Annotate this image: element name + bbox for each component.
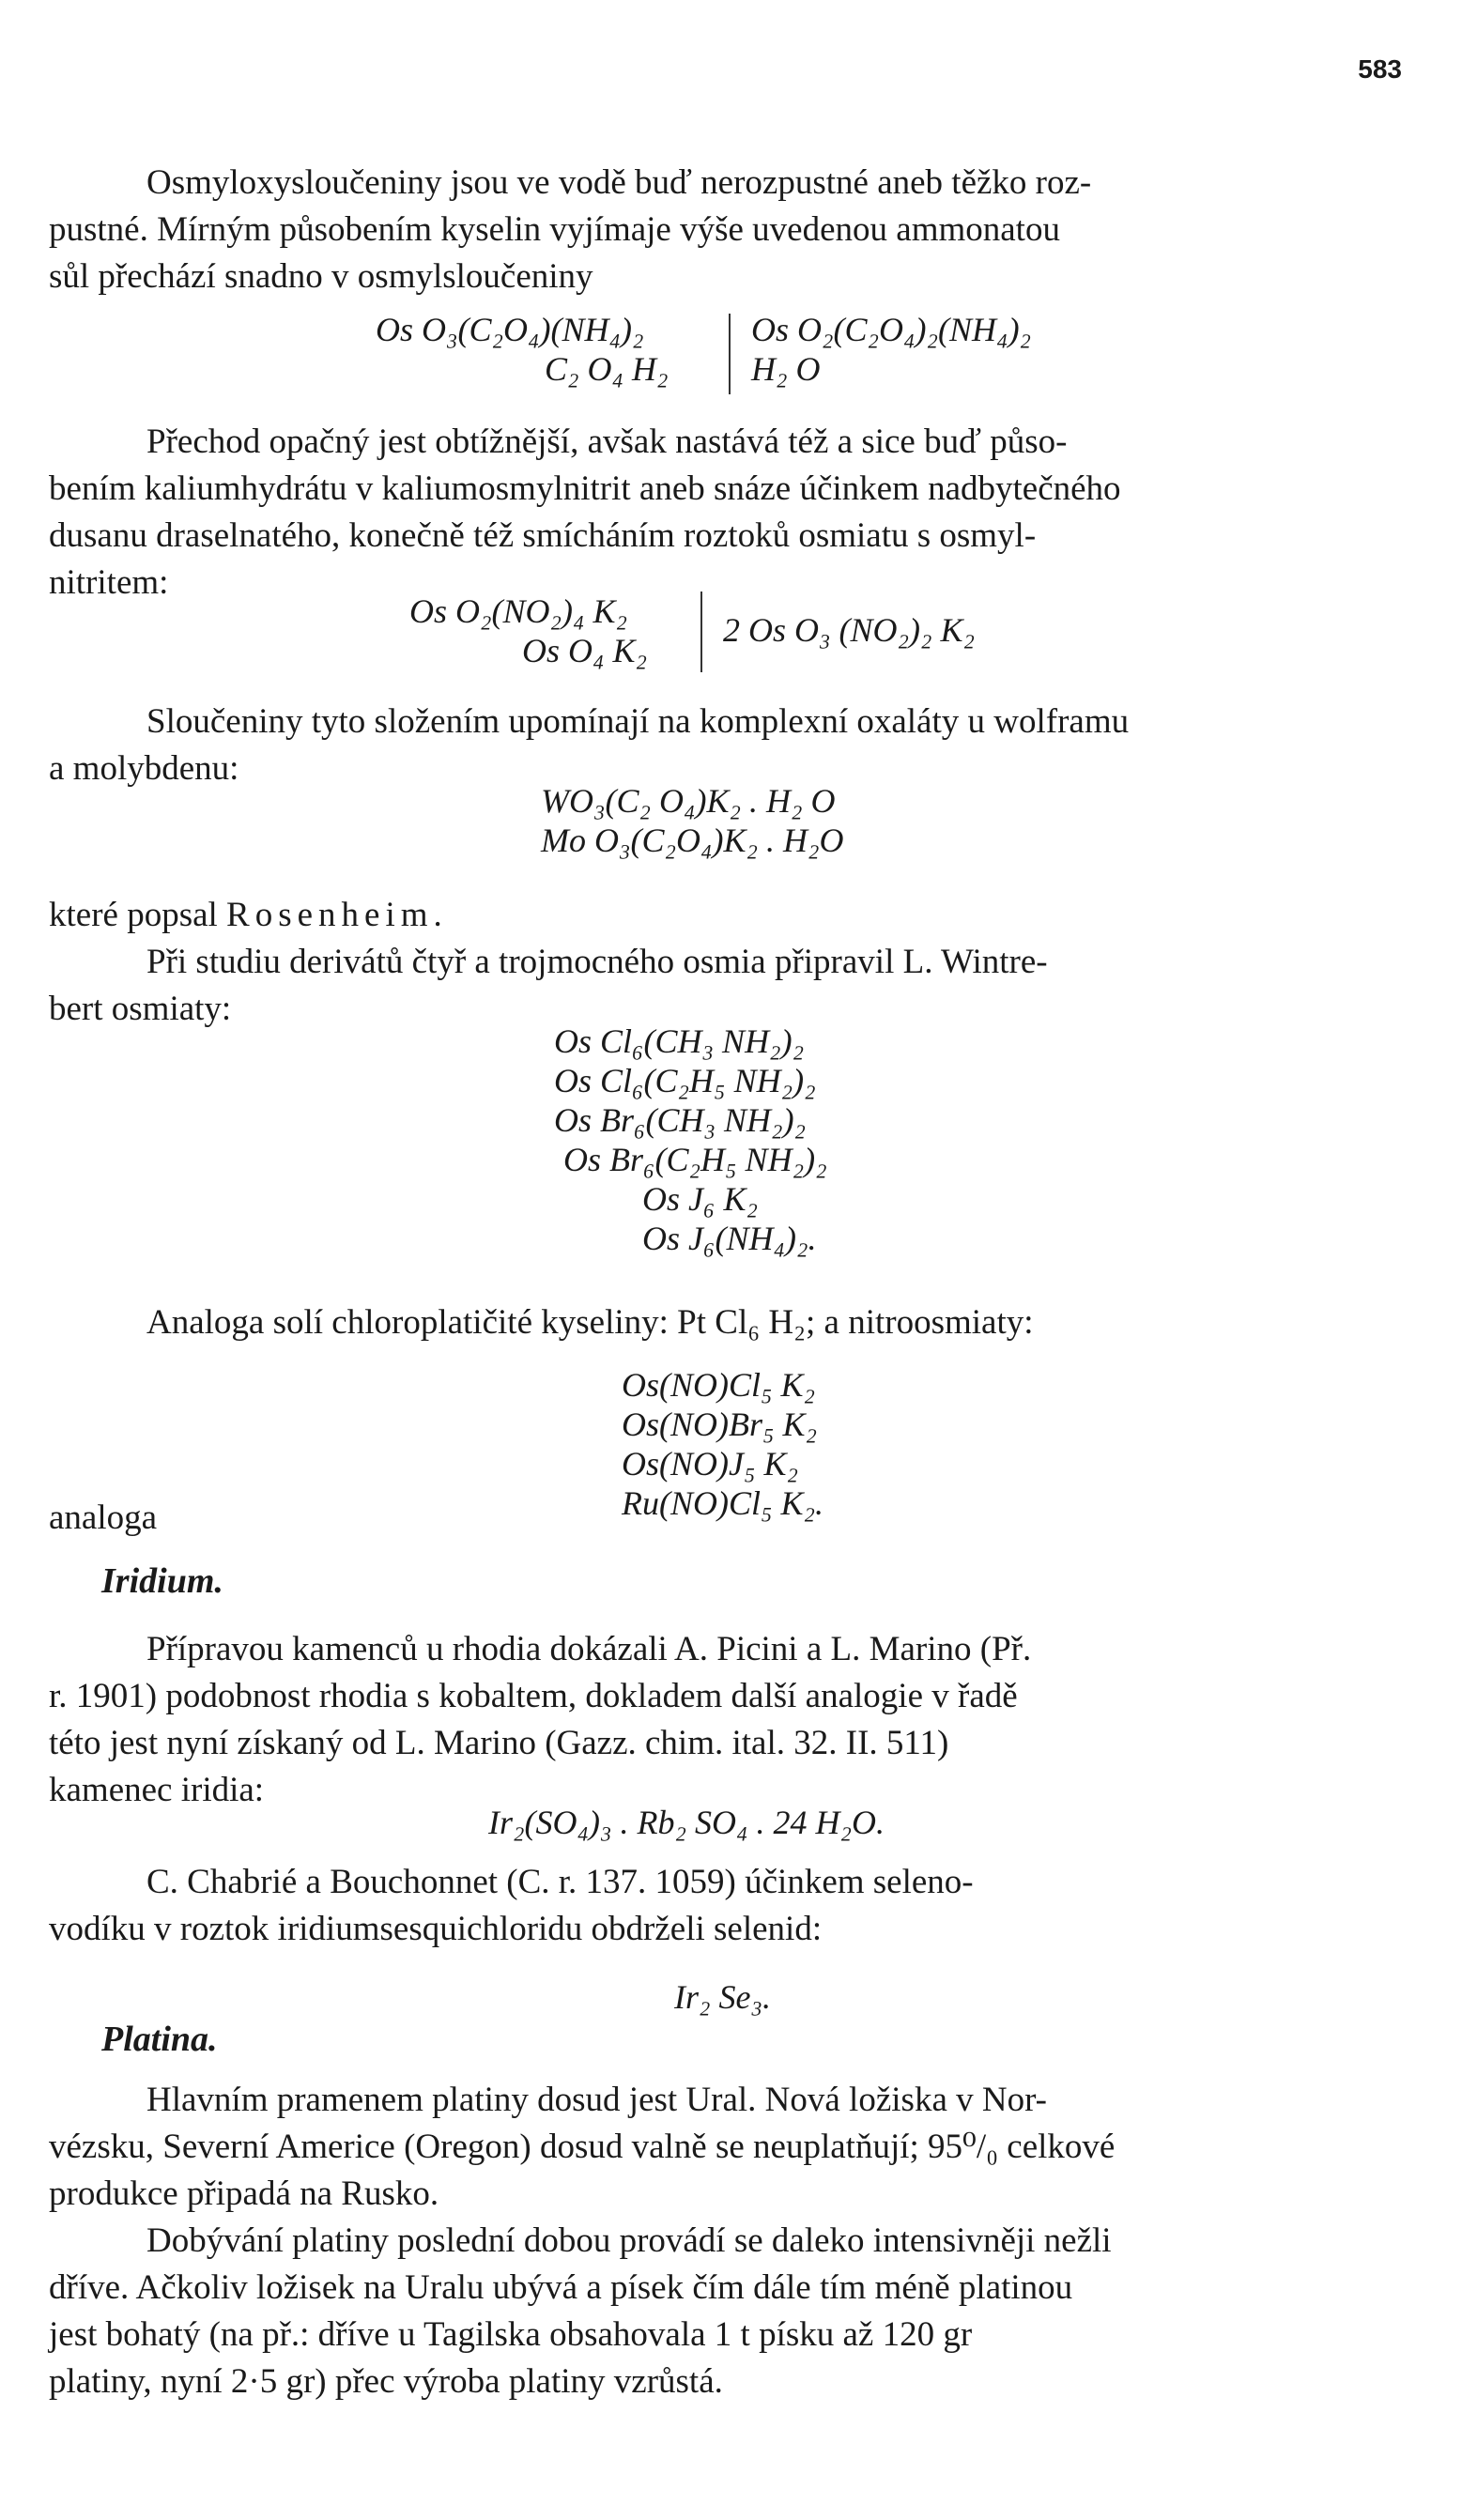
text-line: této jest nyní získaný od L. Marino (Gazz. chim. ital. 32. II. 511) <box>49 1724 949 1762</box>
text-line: vézsku, Severní Americe (Oregon) dosud valně se neuplatňují; 95⁰/₀ celkové <box>49 2128 1116 2166</box>
paragraph-dobyvani <box>49 2218 1410 2405</box>
formula-line: Ir₂(SO₄)₃ . Rb₂ SO₄ . 24 H₂O. <box>488 1804 885 1841</box>
formula-line: WO₃(C₂ O₄)K₂ . H₂ O <box>541 782 836 820</box>
paragraph-slouceniny <box>49 699 1410 792</box>
text-fragment: . <box>433 896 442 934</box>
formula-line: Os Cl₆(C₂H₅ NH₂)₂ <box>554 1062 816 1099</box>
heading-iridium: Iridium. <box>101 1561 223 1601</box>
text-line: dusanu draselnatého, konečně též smícháním roztoků osmiatu s osmyl- <box>49 516 1037 555</box>
formula-line: H₂ O <box>751 350 821 388</box>
text-line: produkce připadá na Rusko. <box>49 2174 439 2213</box>
formula-osmyl-oxalate-right <box>751 310 1031 389</box>
text-line: Dobývání platiny poslední dobou provádí se daleko intensivněji nežli <box>146 2221 1112 2260</box>
text-line: vodíku v roztok iridiumsesquichloridu obdrželi selenid: <box>49 1910 823 1948</box>
text-line: Analoga solí chloroplatičité kyseliny: Pt Cl₆ H₂; a nitroosmiaty: <box>146 1303 1034 1342</box>
text-line: Přípravou kamenců u rhodia dokázali A. Picini a L. Marino (Př. <box>146 1630 1032 1668</box>
text-line: C. Chabrié a Bouchonnet (C. r. 137. 1059) účinkem seleno- <box>146 1863 974 1901</box>
formula-line: Os O₂(C₂O₄)₂(NH₄)₂ <box>751 311 1032 348</box>
formula-line: Os(NO)J₅ K₂ <box>622 1445 799 1483</box>
formula-line: Os J₆(NH₄)₂. <box>642 1220 817 1257</box>
analoga-label <box>49 1495 331 1542</box>
paragraph-ural <box>49 2077 1410 2218</box>
formula-line: Os Br₆(CH₃ NH₂)₂ <box>554 1101 807 1139</box>
formula-line: Os(NO)Cl₅ K₂ <box>622 1366 816 1404</box>
text-line: pustné. Mírným působením kyselin vyjímaje výše uvedenou ammonatou <box>49 210 1060 249</box>
text-line: kamenec iridia: <box>49 1771 265 1809</box>
author-name: Rosenheim <box>226 896 434 934</box>
formula-line: Os Cl₆(CH₃ NH₂)₂ <box>554 1022 805 1060</box>
formula-line: Os O₄ K₂ <box>522 632 648 669</box>
text-fragment: které popsal <box>49 896 227 934</box>
text-line: bením kaliumhydrátu v kaliumosmylnitrit aneb snáze účinkem nadbytečného <box>49 469 1121 508</box>
paragraph-wintrebert <box>49 939 1410 1033</box>
formula-osmylnitrite-left <box>409 592 647 670</box>
formula-line: Os(NO)Br₅ K₂ <box>622 1406 818 1443</box>
text-line: nitritem: <box>49 563 169 602</box>
text-line: Osmyloxysloučeniny jsou ve vodě buď nerozpustné aneb těžko roz- <box>146 163 1092 202</box>
formula-osmiates <box>554 1022 827 1258</box>
formula-line: Mo O₃(C₂O₄)K₂ . H₂O <box>541 822 844 859</box>
formula-osmyl-oxalate-left <box>376 310 669 389</box>
line-rosenheim <box>49 892 1410 939</box>
formula-line: Os J₆ K₂ <box>642 1180 759 1218</box>
text-line: Při studiu derivátů čtyř a trojmocného osmia připravil L. Wintre- <box>146 943 1048 981</box>
formula-line: Os Br₆(C₂H₅ NH₂)₂ <box>563 1141 827 1178</box>
paragraph-prechod <box>49 419 1410 607</box>
paragraph-picini-marino <box>49 1626 1410 1814</box>
text-line: Hlavním pramenem platiny dosud jest Ural. Nová ložiska v Nor- <box>146 2081 1047 2119</box>
formula-nitroosmiates <box>622 1365 823 1523</box>
paragraph-chabrie <box>49 1859 1410 1953</box>
formula-line: C₂ O₄ H₂ <box>545 350 669 388</box>
formula-line: Ir₂ Se₃. <box>674 1978 772 2016</box>
text-line: Sloučeniny tyto složením upomínají na komplexní oxaláty u wolframu <box>146 702 1130 741</box>
text-line: jest bohatý (na př.: dříve u Tagilska obsahovala 1 t písku až 120 gr <box>49 2315 973 2354</box>
paragraph-osmyloxy <box>49 160 1410 300</box>
formula-divider <box>729 314 731 394</box>
text-line: sůl přechází snadno v osmylsloučeniny <box>49 257 593 296</box>
text-line: r. 1901) podobnost rhodia s kobaltem, dokladem další analogie v řadě <box>49 1677 1018 1715</box>
formula-iridium-selenide <box>674 1977 771 2017</box>
text-line: platiny, nyní 2·5 gr) přec výroba platiny vzrůstá. <box>49 2362 723 2401</box>
formula-osmylnitrite-right <box>723 610 975 650</box>
formula-divider <box>700 592 702 672</box>
formula-line: Os O₃(C₂O₄)(NH₄)₂ <box>376 311 644 348</box>
text-line: bert osmiaty: <box>49 990 232 1028</box>
formula-iridium-alum <box>488 1803 885 1842</box>
formula-line: 2 Os O₃ (NO₂)₂ K₂ <box>723 611 976 649</box>
heading-platina: Platina. <box>101 2020 218 2059</box>
text-line: a molybdenu: <box>49 749 239 788</box>
text-line: analoga <box>49 1498 158 1537</box>
paragraph-analoga <box>49 1299 1410 1346</box>
text-line: Přechod opačný jest obtížnější, avšak nastává též a sice buď půso- <box>146 423 1068 461</box>
page-number: 583 <box>1358 54 1402 84</box>
text-line: dříve. Ačkoliv ložisek na Uralu ubývá a písek čím dále tím méně platinou <box>49 2268 1073 2307</box>
formula-line: Ru(NO)Cl₅ K₂. <box>622 1484 824 1522</box>
formula-line: Os O₂(NO₂)₄ K₂ <box>409 592 628 630</box>
formula-oxalates <box>541 781 844 860</box>
